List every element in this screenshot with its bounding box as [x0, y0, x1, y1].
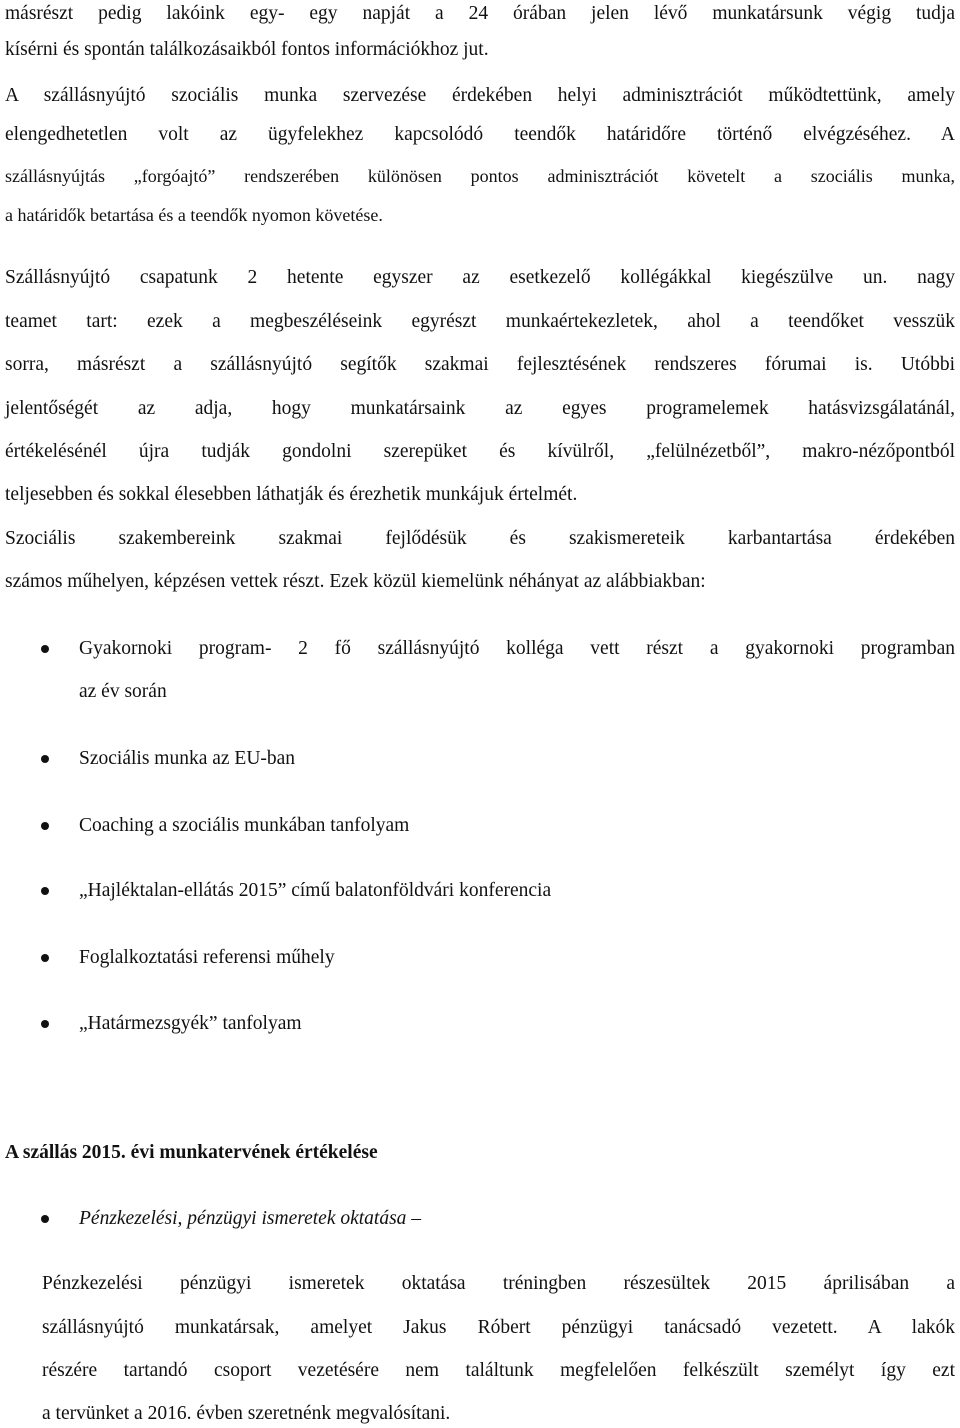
paragraph-4-line-2: számos műhelyen, képzésen vettek részt. Ezek közül kiemelünk néhányat az alábbiakban: [5, 571, 706, 592]
list-item: „Hajléktalan-ellátás 2015” című balatonföldvári konferencia [79, 880, 552, 901]
list-item: Coaching a szociális munkában tanfolyam [79, 815, 410, 836]
paragraph-3-line-3: sorra, másrészt a szállásnyújtó segítők szakmai fejlesztésének rendszeres fórumai is. Utóbbi [5, 354, 955, 375]
paragraph-2-line-4: a határidők betartása és a teendők nyomon követése. [5, 205, 383, 225]
paragraph-5-line-3: részére tartandó csoport vezetésére nem találtunk megfelelően felkészült személyt így ezt [42, 1360, 955, 1381]
paragraph-1-line-1: másrészt pedig lakóink egy- egy napját a 24 órában jelen lévő munkatársunk végig tudja [5, 3, 955, 24]
paragraph-2-line-1: A szállásnyújtó szociális munka szervezése érdekében helyi adminisztrációt működtettünk, amely [5, 85, 955, 106]
list-item-line: az év során [79, 681, 167, 702]
bullet-icon [41, 1215, 49, 1223]
bullet-icon [41, 822, 49, 830]
list-item: Szociális munka az EU-ban [79, 748, 296, 769]
list-item: „Határmezsgyék” tanfolyam [79, 1013, 302, 1034]
bullet-icon [41, 887, 49, 895]
paragraph-3-line-5: értékelésénél újra tudják gondolni szerepüket és kívülről, „felülnézetből”, makro-nézőpontból [5, 441, 955, 462]
paragraph-3-line-2: teamet tart: ezek a megbeszéléseink egyrészt munkaértekezletek, ahol a teendőket vesszük [5, 311, 955, 332]
paragraph-4-line-1: Szociális szakembereink szakmai fejlődésük és szakismereteik karbantartása érdekében [5, 528, 955, 549]
bullet-icon [41, 1020, 49, 1028]
paragraph-5-line-1: Pénzkezelési pénzügyi ismeretek oktatása tréningben részesültek 2015 áprilisában a [42, 1273, 955, 1294]
bullet-icon [41, 755, 49, 763]
bullet-icon [41, 645, 49, 653]
subsection-bullet-title: Pénzkezelési, pénzügyi ismeretek oktatása – [79, 1208, 422, 1229]
paragraph-2-line-2: elengedhetetlen volt az ügyfelekhez kapcsolódó teendők határidőre történő elvégzéséhez. A [5, 124, 955, 145]
list-item-line: Gyakornoki program- 2 fő szállásnyújtó kolléga vett részt a gyakornoki programban [79, 638, 955, 659]
paragraph-2-line-3: szállásnyújtás „forgóajtó” rendszerében különösen pontos adminisztrációt követelt a szociális munka, [5, 166, 955, 186]
section-heading: A szállás 2015. évi munkatervének értékelése [5, 1142, 378, 1163]
paragraph-3-line-1: Szállásnyújtó csapatunk 2 hetente egyszer az esetkezelő kollégákkal kiegészülve un. nagy [5, 267, 955, 288]
list-item: Foglalkoztatási referensi műhely [79, 947, 335, 968]
paragraph-3-line-4: jelentőségét az adja, hogy munkatársaink az egyes programelemek hatásvizsgálatánál, [5, 398, 955, 419]
paragraph-5-line-4: a tervünket a 2016. évben szeretnénk megvalósítani. [42, 1403, 451, 1424]
paragraph-5-line-2: szállásnyújtó munkatársak, amelyet Jakus Róbert pénzügyi tanácsadó vezetett. A lakók [42, 1317, 955, 1338]
bullet-icon [41, 954, 49, 962]
paragraph-1-line-2: kísérni és spontán találkozásaikból fontos információkhoz jut. [5, 39, 489, 60]
paragraph-3-line-6: teljesebben és sokkal élesebben láthatják és érezhetik munkájuk értelmét. [5, 484, 578, 505]
